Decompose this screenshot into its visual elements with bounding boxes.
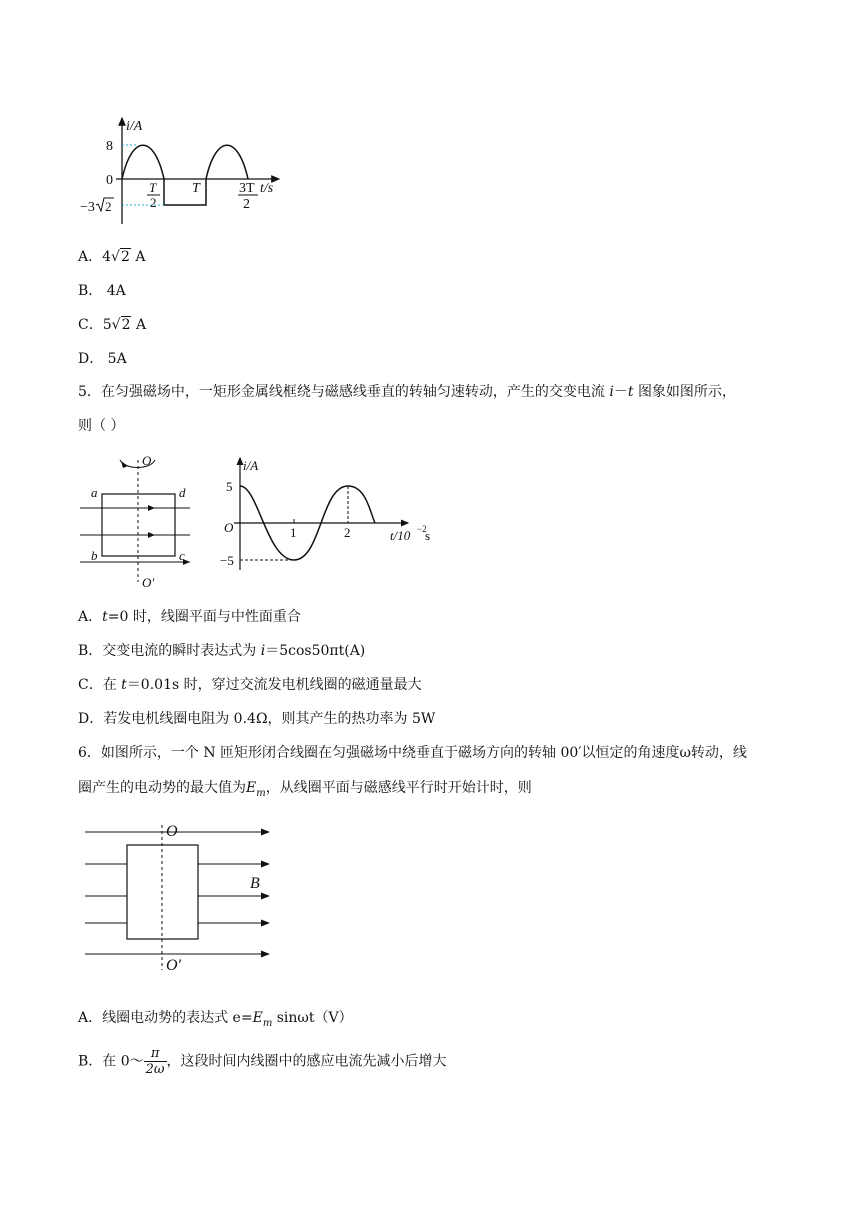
- q5-option-c[interactable]: C．在 t＝0.01s 时，穿过交流发电机线圈的磁通量最大: [78, 677, 422, 693]
- label-O: O: [142, 453, 152, 468]
- q5-stem-line2: 则（ ）: [78, 418, 125, 434]
- tick-neg-prefix: −3: [80, 200, 95, 215]
- tick-2: 2: [344, 525, 351, 540]
- current-graph-q4: [76, 112, 296, 230]
- q4-option-b[interactable]: B． 4A: [78, 283, 126, 299]
- x-axis-exp: −2: [417, 524, 427, 534]
- tick-T2-num: T: [149, 180, 157, 195]
- svg-text:i/A: [126, 119, 143, 134]
- tick-1: 1: [290, 525, 297, 540]
- positive-half-wave-2: [206, 145, 248, 179]
- q5-stem-line1: 5．在匀强磁场中，一矩形金属线框绕与磁感线垂直的转轴匀速转动，产生的交变电流 i－t 图象如图所示，: [78, 384, 736, 400]
- label-b: b: [91, 548, 98, 563]
- label-O: O: [166, 823, 178, 840]
- tick-3T2-num: 3T: [239, 181, 255, 196]
- q5-option-a[interactable]: A．t=0 时，线圈平面与中性面重合: [78, 609, 301, 625]
- positive-half-wave-1: [122, 145, 164, 179]
- tick-neg-rad: 2: [105, 199, 112, 214]
- label-O-prime: O′: [142, 575, 155, 590]
- q5-option-b[interactable]: B．交变电流的瞬时表达式为 i＝5cos50πt(A): [78, 643, 366, 659]
- coil-figure-q6: [80, 820, 280, 975]
- q4-option-c[interactable]: C．5√2 A: [78, 317, 147, 333]
- tick-3T2-den: 2: [243, 197, 250, 212]
- y-axis-label: i/A: [243, 458, 259, 473]
- q6-stem-line2: 圈产生的电动势的最大值为$E_m$，从线圈平面与磁感线平行时开始计时，则: [78, 780, 532, 799]
- x-axis-unit: s: [425, 528, 431, 543]
- q4-option-d[interactable]: D． 5A: [78, 351, 127, 367]
- label-a: a: [91, 485, 98, 500]
- origin-label: O: [224, 520, 234, 535]
- label-d: d: [179, 485, 186, 500]
- q5-option-d[interactable]: D．若发电机线圈电阻为 0.4Ω，则其产生的热功率为 5W: [78, 711, 436, 727]
- coil-figure-q5: [80, 450, 200, 590]
- y-axis-label: i/A: [126, 119, 143, 134]
- q6-option-b[interactable]: B．在 0～ $\frac{\pi}{2\omega}$ ，这段时间内线圈中的感应电流先减小后增大: [78, 1046, 447, 1077]
- x-axis-label: t/10: [390, 528, 411, 543]
- tick-0: 0: [106, 173, 113, 188]
- q6-stem-line1: 6．如图所示，一个 N 匝矩形闭合线圈在匀强磁场中绕垂直于磁场方向的转轴 00′以恒定的角速度ω转动，线: [78, 745, 747, 761]
- svg-text:i/A: [243, 458, 258, 473]
- x-axis-label: t/s: [260, 181, 274, 196]
- label-c: c: [179, 548, 185, 563]
- q6-option-a[interactable]: A．线圈电动势的表达式 $e=E_m$ sinωt（V）: [78, 1010, 353, 1029]
- q4-option-a[interactable]: A．4√2 A: [78, 249, 146, 265]
- tick-T2-den: 2: [150, 195, 157, 210]
- tick-5: 5: [226, 479, 233, 494]
- tick-T: T: [192, 181, 200, 196]
- tick-neg5: −5: [220, 553, 234, 568]
- cosine-graph-q5: [220, 452, 440, 572]
- tick-8: 8: [106, 139, 113, 154]
- label-B: B: [250, 875, 260, 892]
- label-O-prime: O′: [166, 957, 182, 974]
